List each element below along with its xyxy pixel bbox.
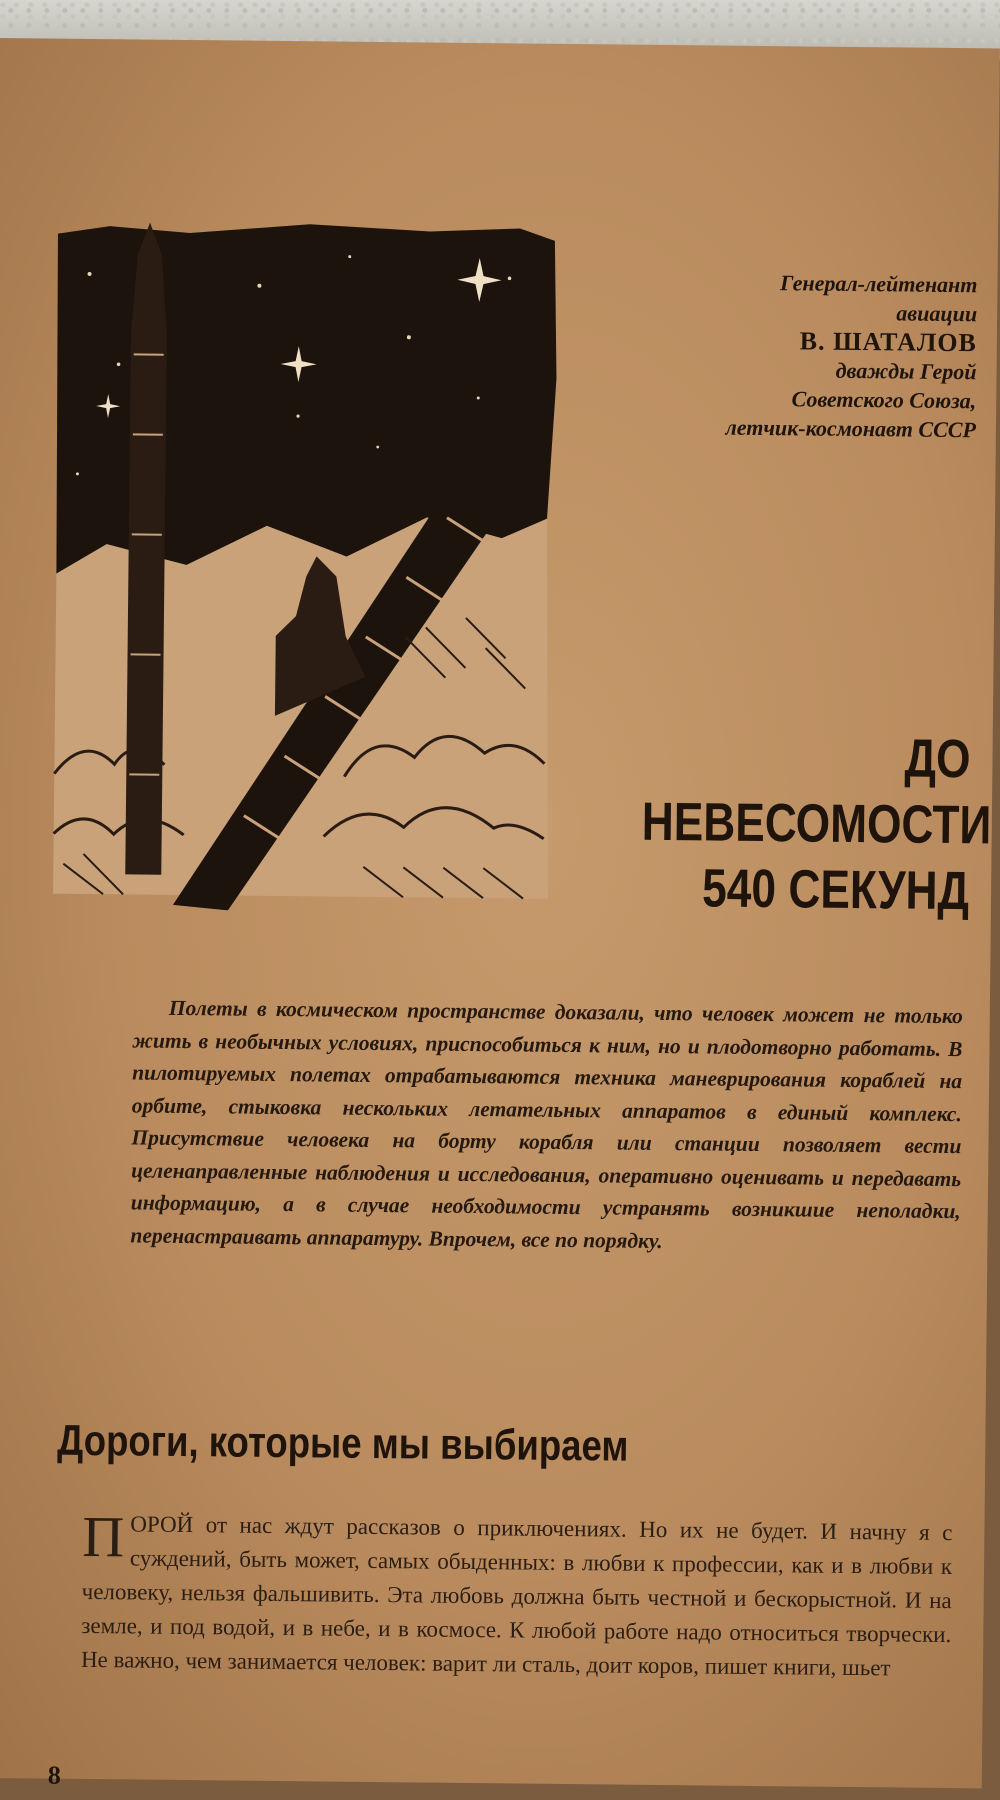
- lead-paragraph: Полеты в космическом пространстве доказали, что человек может не только жить в необычных условиях, приспособиться к ним, но и плодотворно работать. В пилотируемых полетах отрабатываются техника маневрирования кораблей на орбите, стыковка нескольких летательных аппаратов в единый комплекс. Присутствие человека на борту корабля или станции позволяет вести целенаправленные наблюдения и исследования, оперативно оценивать и передавать информацию, а в случае необходимости устранять возникшие неполадки, перенастраивать аппаратуру. Впрочем, все по порядку.: [130, 991, 963, 1260]
- body-text: ОРОЙ от нас ждут рассказов о приключениях. Но их не будет. И начну я с суждений, быть может, самых обыденных: в любви к профессии, как и в любви к человеку, нельзя фальшивить. Эта любовь должна быть честной и бескорыстной. И на земле, и под водой, и в небе, и в космосе. К любой работе надо относиться творчески. Не важно, чем занимается человек: варит ли сталь, доит коров, пишет книги, шьет: [81, 1511, 953, 1680]
- headline-line-3: 540 СЕКУНД: [641, 855, 970, 924]
- author-name: В. ШАТАЛОВ: [577, 324, 977, 357]
- headline-line-1: ДО: [642, 723, 971, 792]
- body-paragraph: [81, 1507, 953, 1686]
- section-title: Дороги, которые мы выбираем: [57, 1417, 737, 1473]
- drop-cap: П: [82, 1511, 124, 1563]
- author-title-3: летчик-космонавт СССР: [576, 411, 976, 444]
- rocket-launch-illustration: [43, 214, 565, 914]
- page-number: 8: [48, 1761, 61, 1791]
- headline-line-2: НЕВЕСОМОСТИ: [641, 789, 970, 858]
- author-title-2: Советского Союза,: [576, 382, 976, 415]
- author-rank: Генерал-лейтенант: [577, 266, 977, 299]
- author-credit: [576, 266, 978, 444]
- author-title-1: дважды Герой: [576, 353, 976, 386]
- article-headline: [641, 723, 971, 924]
- book-page: [0, 38, 1000, 1788]
- author-rank-line2: авиации: [577, 295, 977, 328]
